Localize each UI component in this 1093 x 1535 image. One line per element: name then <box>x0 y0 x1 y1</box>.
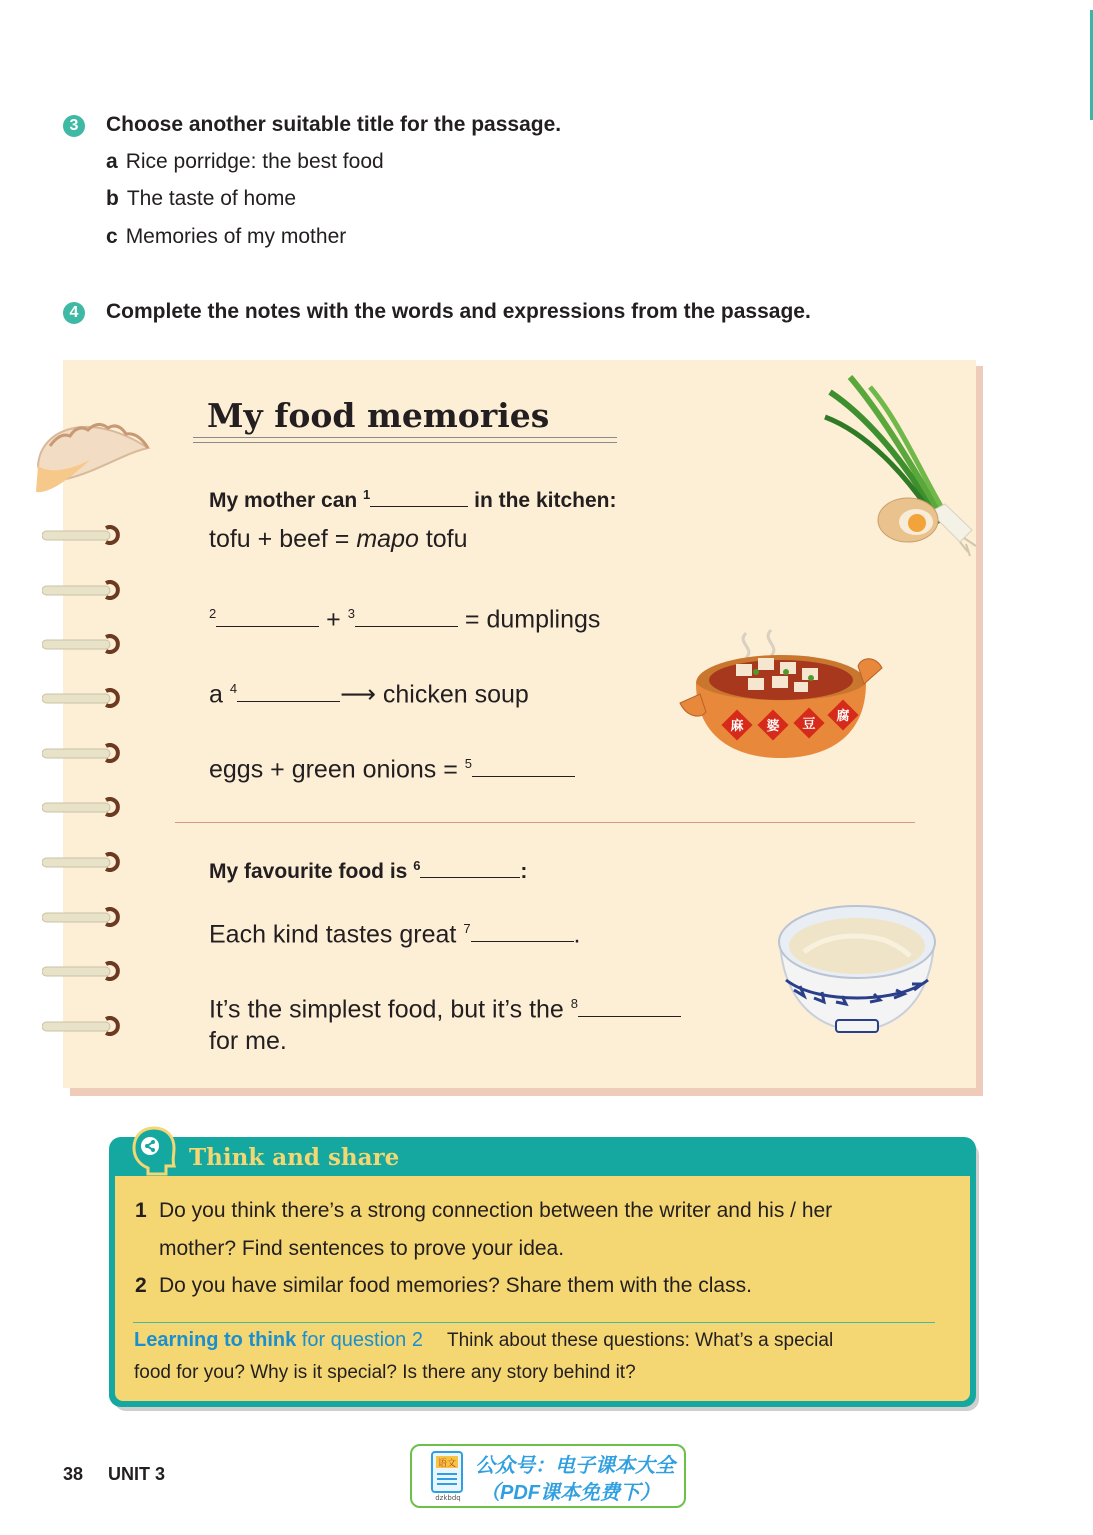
blank-7[interactable] <box>471 915 574 942</box>
title-underline <box>193 442 617 443</box>
watermark-line-2: （PDF课本免费下） <box>480 1482 660 1504</box>
option-b: b The taste of home <box>106 187 297 210</box>
notes-divider <box>175 822 915 823</box>
think-box-divider <box>133 1322 935 1323</box>
blank-2[interactable] <box>216 600 319 627</box>
think-q2-text: Do you have similar food memories? Share them with the class. <box>159 1274 752 1297</box>
notes-title: My food memories <box>207 396 550 435</box>
blank-1[interactable] <box>370 484 468 507</box>
notebook-ring <box>42 580 122 600</box>
notes-line-6b: for me. <box>209 1027 287 1055</box>
think-q1-number: 1 <box>135 1199 147 1222</box>
notebook-ring <box>42 797 122 817</box>
blank-5[interactable] <box>472 750 575 777</box>
head-share-icon <box>128 1124 180 1176</box>
notes-heading-1: My mother can $^1$ in the kitchen: <box>209 484 616 513</box>
dish-label-char: 麻 <box>730 719 744 734</box>
option-c: c Memories of my mother <box>106 225 347 248</box>
notes-line-3: a $^4$ ⟶ chicken soup <box>209 675 529 709</box>
notes-line-1: tofu + beef = mapo tofu <box>209 525 468 553</box>
notes-line-4: eggs + green onions = $^5$ <box>209 750 575 784</box>
mapo-tofu-pot-illustration <box>676 628 891 768</box>
book-icon <box>428 1450 468 1502</box>
notebook-ring <box>42 907 122 927</box>
question-4-number: 4 <box>63 302 85 324</box>
dish-label-char: 腐 <box>836 709 850 724</box>
think-q1-text: Do you think there’s a strong connection between the writer and his / her <box>159 1199 833 1222</box>
learning-to-think-2: food for you? Why is it special? Is there any story behind it? <box>134 1362 636 1383</box>
blank-6[interactable] <box>420 855 520 878</box>
blank-8[interactable] <box>578 990 681 1017</box>
notebook-ring <box>42 634 122 654</box>
rice-porridge-bowl-illustration <box>774 902 940 1038</box>
svg-text:dzkbdq: dzkbdq <box>435 1494 461 1502</box>
svg-text:语文: 语文 <box>437 1459 457 1469</box>
dumpling-illustration <box>30 408 155 498</box>
notebook-ring <box>42 1016 122 1036</box>
think-q2-number: 2 <box>135 1274 147 1297</box>
notes-line-6: It’s the simplest food, but it’s the $^8$ <box>209 990 681 1024</box>
question-4-heading: Complete the notes with the words and expressions from the passage. <box>106 300 811 323</box>
notes-line-2: $^2$ + $^3$ = dumplings <box>209 600 600 634</box>
title-underline <box>193 437 617 438</box>
question-3-number: 3 <box>63 115 85 137</box>
notebook-ring <box>42 743 122 763</box>
green-onion-egg-illustration <box>820 372 980 572</box>
arrow-icon: ⟶ <box>340 680 376 709</box>
notebook-ring <box>42 852 122 872</box>
notes-heading-2: My favourite food is $^6$ : <box>209 855 527 884</box>
notebook-ring <box>42 525 122 545</box>
page-number: 38 <box>63 1464 84 1484</box>
notebook-ring <box>42 961 122 981</box>
think-and-share-title: Think and share <box>189 1144 400 1171</box>
notebook-ring <box>42 688 122 708</box>
notes-line-5: Each kind tastes great $^7$ . <box>209 915 581 949</box>
blank-3[interactable] <box>355 600 458 627</box>
dish-label-char: 豆 <box>802 717 816 732</box>
dish-label-char: 婆 <box>766 719 780 734</box>
blank-4[interactable] <box>237 675 340 702</box>
learning-to-think: Learning to think for question 2 Think about these questions: What’s a special <box>134 1329 834 1351</box>
unit-label: UNIT 3 <box>108 1464 166 1484</box>
option-a: a Rice porridge: the best food <box>106 150 384 173</box>
think-q1-text-2: mother? Find sentences to prove your idea. <box>159 1237 565 1260</box>
watermark-line-1: 公众号：电子课本大全 <box>475 1455 675 1477</box>
question-3-heading: Choose another suitable title for the passage. <box>106 113 562 136</box>
